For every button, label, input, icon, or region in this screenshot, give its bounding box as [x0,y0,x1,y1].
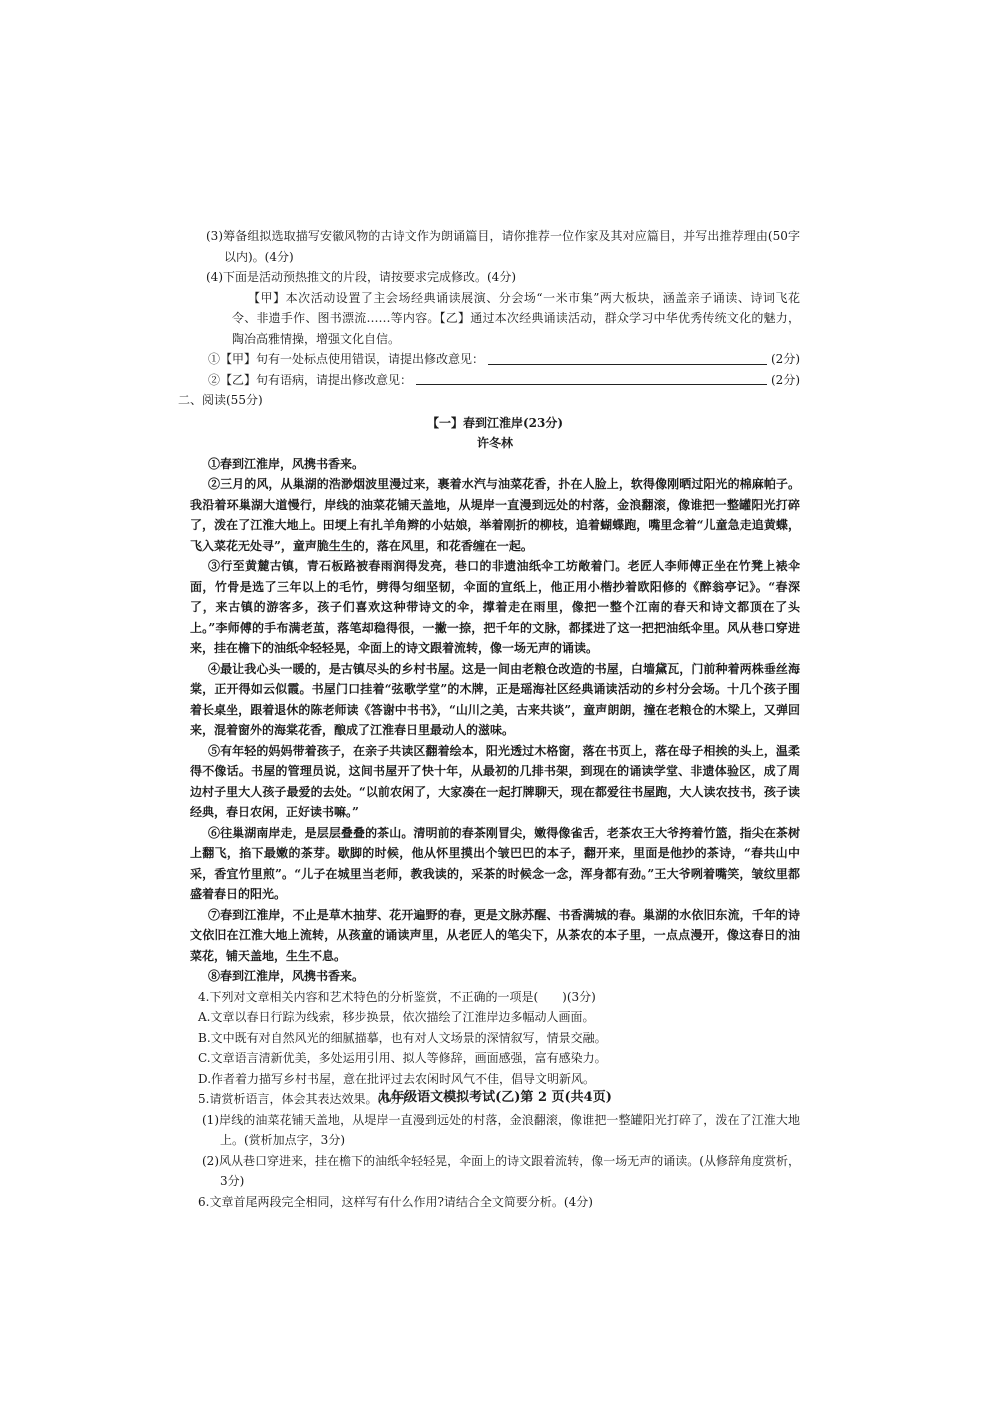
answer-blank-1[interactable] [488,352,767,365]
sub-question-2-score: (2分) [771,372,800,387]
question-4: (4)下面是活动预热推文的片段，请按要求完成修改。(4分) [206,270,516,284]
question-4-choice: 4.下列对文章相关内容和艺术特色的分析鉴赏，不正确的一项是( )(3分) [198,989,596,1004]
option-b: B.文中既有对自然风光的细腻描摹，也有对人文场景的深情叙写，情景交融。 [198,1030,607,1045]
article-paragraph: ⑧春到江淮岸，风携书香来。 [208,969,365,983]
question-5-part-2: (2)风从巷口穿进来，挂在檐下的油纸伞轻轻晃，伞面上的诗文跟着流转，像一场无声的诵读。(从修辞角度赏析，3分) [202,1153,800,1188]
article-paragraph: ⑤有年轻的妈妈带着孩子，在亲子共读区翻着绘本，阳光透过木格窗，落在书页上，落在母子相挨的头上，温柔得不像话。书屋的管理员说，这间书屋开了快十年，从最初的几排书架，到现在的诵读学堂、非遗体验区，成了周边村子里大人孩子最爱的去处。“以前农闲了，大家凑在一起打牌聊天，现在都爱往书屋跑，大人读农技书，孩子读经典，春日农闲，正好读书嘛。” [190,743,800,819]
article-paragraph: ④最让我心头一暖的，是古镇尽头的乡村书屋。这是一间由老粮仓改造的书屋，白墙黛瓦，门前种着两株垂丝海棠，正开得如云似霞。书屋门口挂着“弦歌学堂”的木牌，正是瑶海社区经典诵读活动的乡村分会场。十几个孩子围着长桌坐，跟着退休的陈老师读《答谢中书书》，“山川之美，古来共谈”，童声朗朗，撞在老粮仓的木梁上，又弹回来，混着窗外的海棠花香，酿成了江淮春日里最动人的滋味。 [190,661,800,737]
sub-question-1 [190,349,800,370]
article-author: 许冬林 [476,436,513,450]
article-paragraph: ⑦春到江淮岸，不止是草木抽芽、花开遍野的春，更是文脉苏醒、书香满城的春。巢湖的水依旧东流，千年的诗文依旧在江淮大地上流转，从孩童的诵读声里，从老匠人的笔尖下，从茶农的本子里，一点点漫开，像这春日的油菜花，铺天盖地，生生不息。 [190,907,800,963]
question-5-part-1: (1)岸线的油菜花铺天盖地，从堤岸一直漫到远处的村落，金浪翻滚，像谁把一整罐阳光打碎了，泼在了江淮大地上。(赏析加点字，3分) [202,1112,800,1147]
section-heading: 二、阅读(55分) [178,393,263,407]
promo-passage: 【甲】本次活动设置了主会场经典诵读展演、分会场“一米市集”两大板块，涵盖亲子诵读、诗词飞花令、非遗手作、图书漂流……等内容。【乙】通过本次经典诵读活动，群众学习中华优秀传统文化的魅力，陶冶高雅情操，增强文化自信。 [232,290,800,346]
question-6: 6.文章首尾两段完全相同，这样写有什么作用?请结合全文简要分析。(4分) [198,1194,593,1209]
question-3: (3)筹备组拟选取描写安徽风物的古诗文作为朗诵篇目，请你推荐一位作家及其对应篇目，并写出推荐理由(50字以内)。(4分) [206,229,800,264]
article-paragraph: ③行至黄麓古镇，青石板路被春雨润得发亮，巷口的非遗油纸伞工坊敞着门。老匠人李师傅正坐在竹凳上裱伞面，竹骨是选了三年以上的毛竹，劈得匀细坚韧，伞面的宣纸上，他正用小楷抄着欧阳修的《醉翁亭记》。“春深了，来古镇的游客多，孩子们喜欢这种带诗文的伞，撑着走在雨里，像把一整个江南的春天和诗文都顶在了头上。”李师傅的手布满老茧，落笔却稳得很，一撇一捺，把千年的文脉，都揉进了这一把把油纸伞里。风从巷口穿进来，挂在檐下的油纸伞轻轻晃，伞面上的诗文跟着流转，像一场无声的诵读。 [190,559,800,655]
question-5: 5.请赏析语言，体会其表达效果。(6分) [198,1092,407,1106]
sub-question-1-label: ①【甲】句有一处标点使用错误，请提出修改意见： [208,352,485,366]
sub-question-2-label: ②【乙】句有语病，请提出修改意见： [208,372,413,387]
sub-question-1-score: (2分) [771,352,800,366]
page-footer: 九年级语文模拟考试(乙)第 2 页(共4页) [378,1090,612,1105]
article-paragraph: ②三月的风，从巢湖的浩渺烟波里漫过来，裹着水汽与油菜花香，扑在人脸上，软得像刚晒过阳光的棉麻帕子。我沿着环巢湖大道慢行，岸线的油菜花铺天盖地，从堤岸一直漫到远处的村落，金浪翻滚，像谁把一整罐阳光打碎了，泼在了江淮大地上。田埂上有扎羊角辫的小姑娘，举着刚折的柳枝，追着蝴蝶跑，嘴里念着“儿童急走追黄蝶，飞入菜花无处寻”，童声脆生生的，落在风里，和花香缠在一起。 [190,477,800,553]
article-paragraph: ①春到江淮岸，风携书香来。 [208,456,365,471]
option-d: D.作者着力描写乡村书屋，意在批评过去农闲时风气不佳，倡导文明新风。 [198,1071,596,1086]
article-title: 【一】春到江淮岸(23分) [426,415,564,430]
exam-page [178,226,800,1212]
option-a: A.文章以春日行踪为线索，移步换景，依次描绘了江淮岸边多幅动人画面。 [198,1010,595,1024]
sub-question-2 [190,370,800,391]
article-paragraph: ⑥往巢湖南岸走，是层层叠叠的茶山。清明前的春茶刚冒尖，嫩得像雀舌，老茶农王大爷挎着竹篮，指尖在茶树上翻飞，掐下最嫩的茶芽。歇脚的时候，他从怀里摸出个皱巴巴的本子，翻开来，里面是他抄的茶诗，“春共山中采，香宜竹里煎”。“儿子在城里当老师，教我读的，采茶的时候念一念，浑身都有劲。”王大爷咧着嘴笑，皱纹里都盛着春日的阳光。 [190,825,800,901]
answer-blank-2[interactable] [416,372,767,385]
option-c: C.文章语言清新优美，多处运用引用、拟人等修辞，画面感强，富有感染力。 [198,1051,607,1065]
